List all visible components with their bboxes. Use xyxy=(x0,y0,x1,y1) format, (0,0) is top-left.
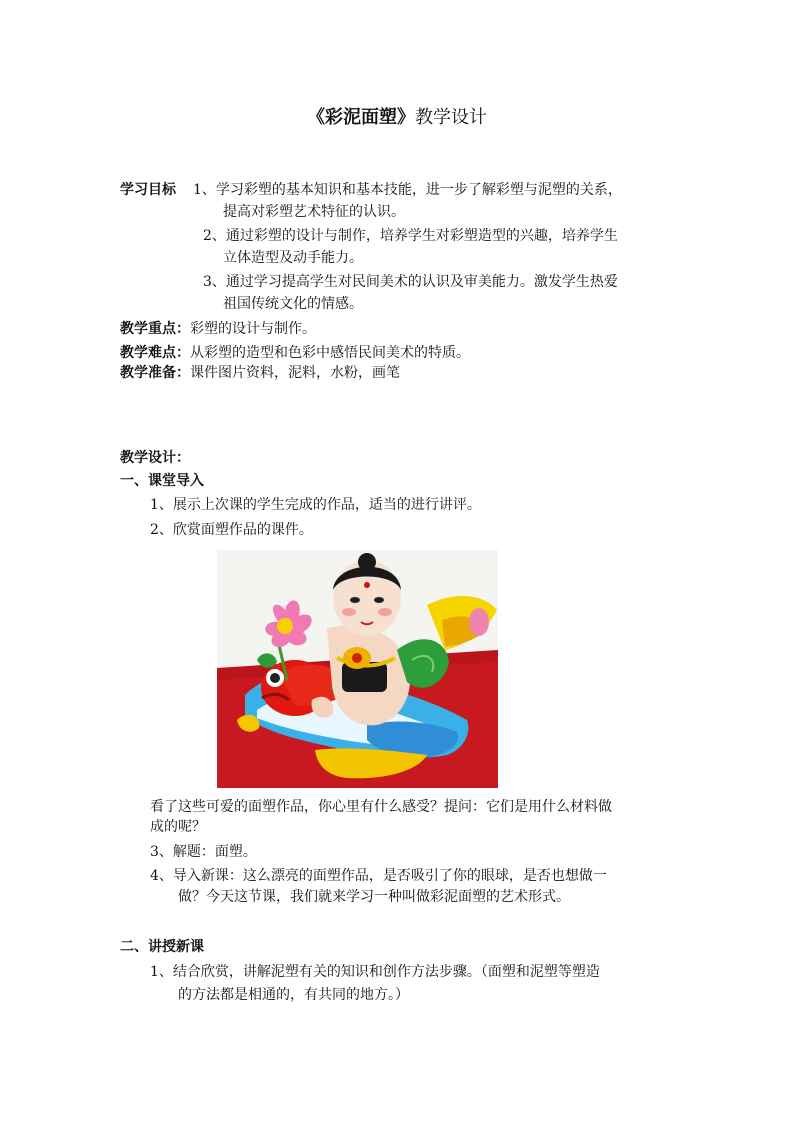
s1-item-1: 1、展示上次课的学生完成的作品，适当的进行讲评。 xyxy=(150,497,481,513)
prep-row xyxy=(120,363,400,383)
prep-label: 教学准备： xyxy=(120,365,190,381)
objective-3-line1: 3、通过学习提高学生对民间美术的认识及审美能力。激发学生热爱 xyxy=(203,274,618,290)
objective-3-line2: 祖国传统文化的情感。 xyxy=(223,296,363,312)
title-bold: 《彩泥面塑》 xyxy=(307,107,415,128)
objective-2-line1: 2、通过彩塑的设计与制作，培养学生对彩塑造型的兴趣，培养学生 xyxy=(203,228,618,244)
prep-text: 课件图片资料，泥料，水粉，画笔 xyxy=(190,365,400,381)
after-image-line2: 成的呢？ xyxy=(150,819,206,835)
s1-item-2: 2、欣赏面塑作品的课件。 xyxy=(150,522,313,538)
difficulty-label: 教学难点： xyxy=(120,345,190,361)
objective-1-line2: 提高对彩塑艺术特征的认识。 xyxy=(223,204,405,220)
clay-figure-photo xyxy=(217,550,498,788)
design-label: 教学设计： xyxy=(120,450,190,466)
objective-1-line1: 1、学习彩塑的基本知识和基本技能，进一步了解彩塑与泥塑的关系， xyxy=(193,182,622,198)
objective-2-line2: 立体造型及动手能力。 xyxy=(223,250,363,266)
s1-item-3: 3、解题：面塑。 xyxy=(150,844,257,860)
difficulty-text: 从彩塑的造型和色彩中感悟民间美术的特质。 xyxy=(190,345,470,361)
title-rest: 教学设计 xyxy=(415,107,487,128)
key-point-label: 教学重点： xyxy=(120,321,190,337)
objectives-label: 学习目标 xyxy=(120,182,176,198)
key-point-text: 彩塑的设计与制作。 xyxy=(190,321,316,337)
section-1-title: 一、课堂导入 xyxy=(120,473,204,489)
page-title xyxy=(0,106,794,130)
s1-item-4-line2: 做？今天这节课，我们就来学习一种叫做彩泥面塑的艺术形式。 xyxy=(178,889,570,905)
s2-item-1-line1: 1、结合欣赏，讲解泥塑有关的知识和创作方法步骤。（面塑和泥塑等塑造 xyxy=(150,964,600,980)
key-point-row xyxy=(120,319,316,339)
section-2-title: 二、讲授新课 xyxy=(120,939,204,955)
difficulty-row xyxy=(120,343,470,363)
s2-item-1-line2: 的方法都是相通的，有共同的地方。） xyxy=(178,987,409,1003)
after-image-line1: 看了这些可爱的面塑作品，你心里有什么感受？提问：它们是用什么材料做 xyxy=(150,799,612,815)
s1-item-4-line1: 4、导入新课：这么漂亮的面塑作品，是否吸引了你的眼球，是否也想做一 xyxy=(150,868,607,884)
